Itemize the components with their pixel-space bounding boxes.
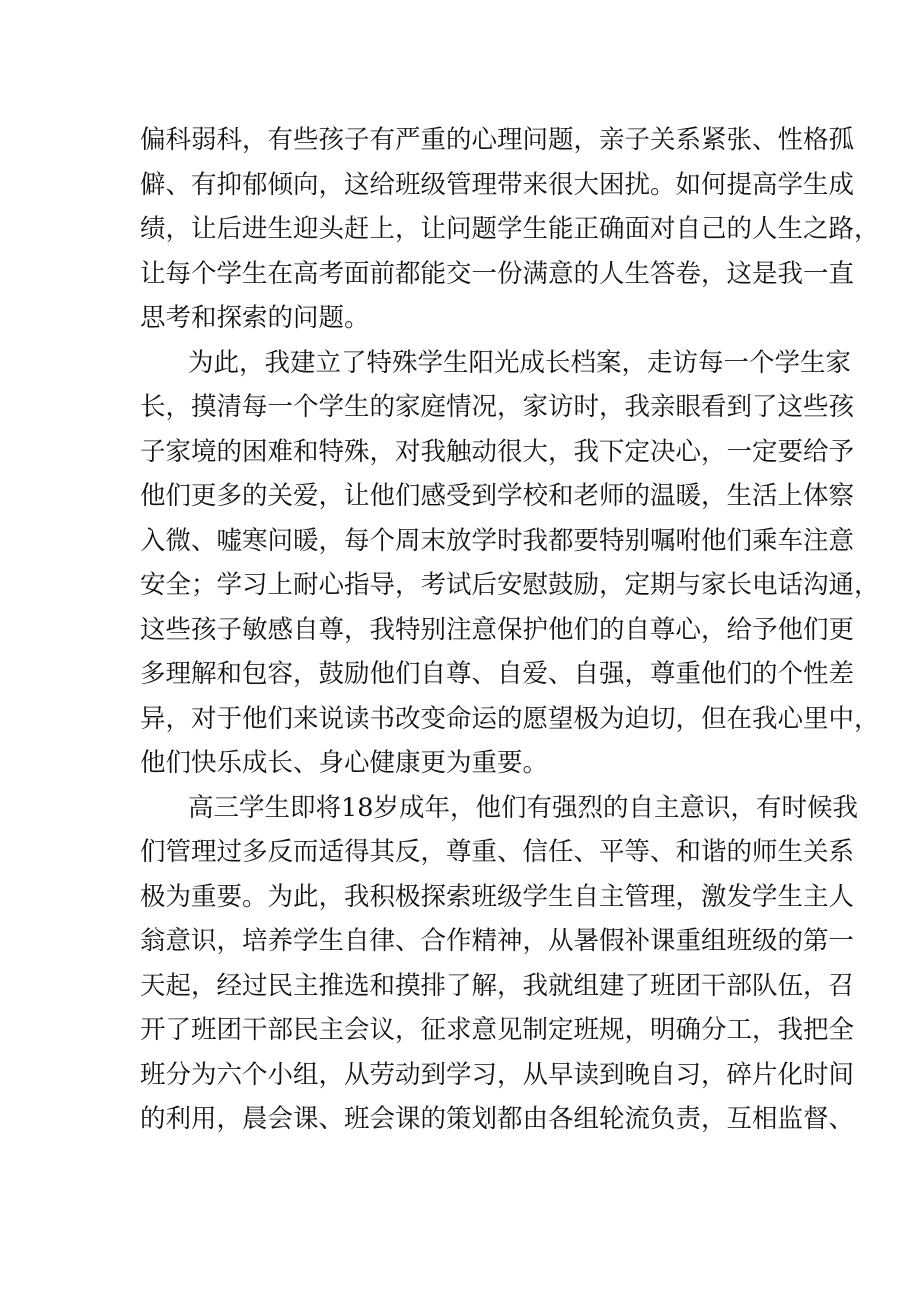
text-line: 让每个学生在高考面前都能交一份满意的人生答卷，这是我一直 [140, 258, 855, 289]
text-line: 偏科弱科，有些孩子有严重的心理问题，亲子关系紧张、性格孤 [140, 125, 855, 155]
text-line: 班分为六个小组，从劳动到学习，从早读到晚自习，碎片化时间 [140, 1059, 855, 1090]
text-line: 翁意识，培养学生自律、合作精神，从暑假补课重组班级的第一 [140, 926, 855, 956]
text-line: 长，摸清每一个学生的家庭情况，家访时，我亲眼看到了这些孩 [140, 392, 855, 422]
body-text [140, 118, 880, 1142]
text-line: 绩，让后进生迎头赶上，让问题学生能正确面对自己的人生之路， [140, 214, 880, 244]
text-line: 多理解和包容，鼓励他们自尊、自爱、自强，尊重他们的个性差 [140, 659, 855, 689]
text-line: 天起，经过民主推选和摸排了解，我就组建了班团干部队伍，召 [140, 970, 855, 1001]
paragraph-start-line: 为此，我建立了特殊学生阳光成长档案，走访每一个学生家 [188, 347, 852, 378]
text-line: 这些孩子敏感自尊，我特别注意保护他们的自尊心，给予他们更 [140, 614, 855, 645]
paragraph-start-line: 高三学生即将18岁成年，他们有强烈的自主意识，有时候我 [188, 792, 858, 823]
text-line: 的利用，晨会课、班会课的策划都由各组轮流负责，互相监督、 [140, 1104, 855, 1134]
text-line: 入微、嘘寒问暖，每个周末放学时我都要特别嘱咐他们乘车注意 [140, 525, 855, 556]
text-line: 子家境的困难和特殊，对我触动很大，我下定决心，一定要给予 [140, 436, 855, 467]
text-line: 安全；学习上耐心指导，考试后安慰鼓励，定期与家长电话沟通， [140, 570, 880, 600]
text-line: 极为重要。为此，我积极探索班级学生自主管理，激发学生主人 [140, 881, 855, 912]
text-line: 们管理过多反而适得其反，尊重、信任、平等、和谐的师生关系 [140, 837, 855, 867]
text-line: 他们更多的关爱，让他们感受到学校和老师的温暖，生活上体察 [140, 481, 855, 511]
text-line: 僻、有抑郁倾向，这给班级管理带来很大困扰。如何提高学生成 [140, 169, 855, 200]
paragraph-end-line: 他们快乐成长、身心健康更为重要。 [140, 748, 549, 778]
paragraph-end-line: 思考和探索的问题。 [140, 303, 370, 333]
text-line: 异，对于他们来说读书改变命运的愿望极为迫切，但在我心里中， [140, 703, 880, 734]
text-line: 开了班团干部民主会议，征求意见制定班规，明确分工，我把全 [140, 1015, 855, 1045]
